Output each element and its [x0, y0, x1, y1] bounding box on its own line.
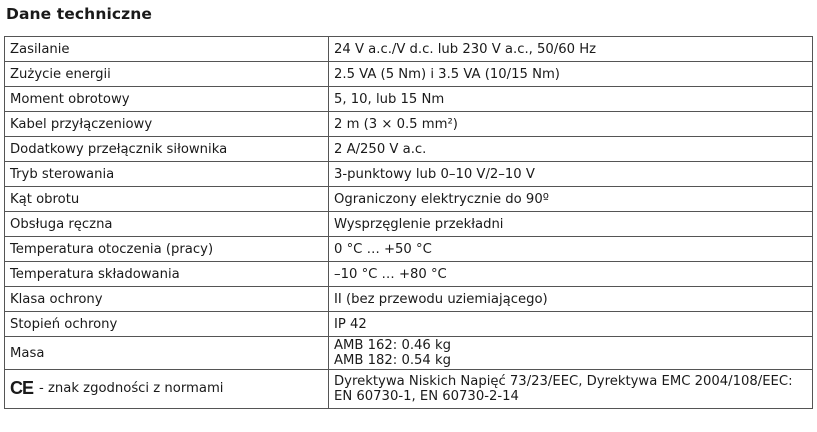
spec-key: Kabel przyłączeniowy	[5, 112, 329, 137]
spec-value: 3-punktowy lub 0–10 V/2–10 V	[329, 162, 813, 187]
spec-value: 2 m (3 × 0.5 mm²)	[329, 112, 813, 137]
spec-value: II (bez przewodu uziemiającego)	[329, 287, 813, 312]
spec-key: Moment obrotowy	[5, 87, 329, 112]
technical-data-table	[4, 36, 813, 409]
masa-line-1: AMB 162: 0.46 kg	[334, 338, 452, 353]
spec-key: Stopień ochrony	[5, 312, 329, 337]
table-row	[5, 112, 813, 137]
table-row-ce	[5, 370, 813, 409]
spec-key: Dodatkowy przełącznik siłownika	[5, 137, 329, 162]
spec-value	[329, 370, 813, 409]
table-row	[5, 137, 813, 162]
table-row	[5, 62, 813, 87]
masa-line-2: AMB 182: 0.54 kg	[334, 353, 452, 368]
spec-key: Masa	[5, 337, 329, 370]
spec-value: –10 °C … +80 °C	[329, 262, 813, 287]
spec-key: Temperatura składowania	[5, 262, 329, 287]
section-title: Dane techniczne	[6, 5, 153, 23]
table-row	[5, 287, 813, 312]
spec-value: IP 42	[329, 312, 813, 337]
spec-value: 24 V a.c./V d.c. lub 230 V a.c., 50/60 Hz	[329, 37, 813, 62]
spec-value: 5, 10, lub 15 Nm	[329, 87, 813, 112]
spec-key: Temperatura otoczenia (pracy)	[5, 237, 329, 262]
spec-value: 2.5 VA (5 Nm) i 3.5 VA (10/15 Nm)	[329, 62, 813, 87]
spec-key: Klasa ochrony	[5, 287, 329, 312]
table-row	[5, 162, 813, 187]
spec-value: Ograniczony elektrycznie do 90º	[329, 187, 813, 212]
spec-value	[329, 337, 813, 370]
table-row-masa	[5, 337, 813, 370]
spec-key: Zużycie energii	[5, 62, 329, 87]
ce-line-1: Dyrektywa Niskich Napięć 73/23/EEC, Dyrektywa EMC 2004/108/EEC:	[334, 374, 793, 389]
table-row	[5, 262, 813, 287]
table-row	[5, 37, 813, 62]
spec-key: Kąt obrotu	[5, 187, 329, 212]
spec-key	[5, 370, 329, 409]
spec-value: Wysprzęglenie przekładni	[329, 212, 813, 237]
table-row	[5, 312, 813, 337]
table-row	[5, 237, 813, 262]
spec-key: Tryb sterowania	[5, 162, 329, 187]
ce-mark-icon: CE	[10, 377, 34, 398]
table-row	[5, 212, 813, 237]
ce-line-2: EN 60730-1, EN 60730-2-14	[334, 389, 519, 404]
spec-value: 0 °C … +50 °C	[329, 237, 813, 262]
spec-key: Obsługa ręczna	[5, 212, 329, 237]
ce-label: - znak zgodności z normami	[39, 380, 224, 396]
spec-key: Zasilanie	[5, 37, 329, 62]
table-row	[5, 187, 813, 212]
table-row	[5, 87, 813, 112]
spec-value: 2 A/250 V a.c.	[329, 137, 813, 162]
